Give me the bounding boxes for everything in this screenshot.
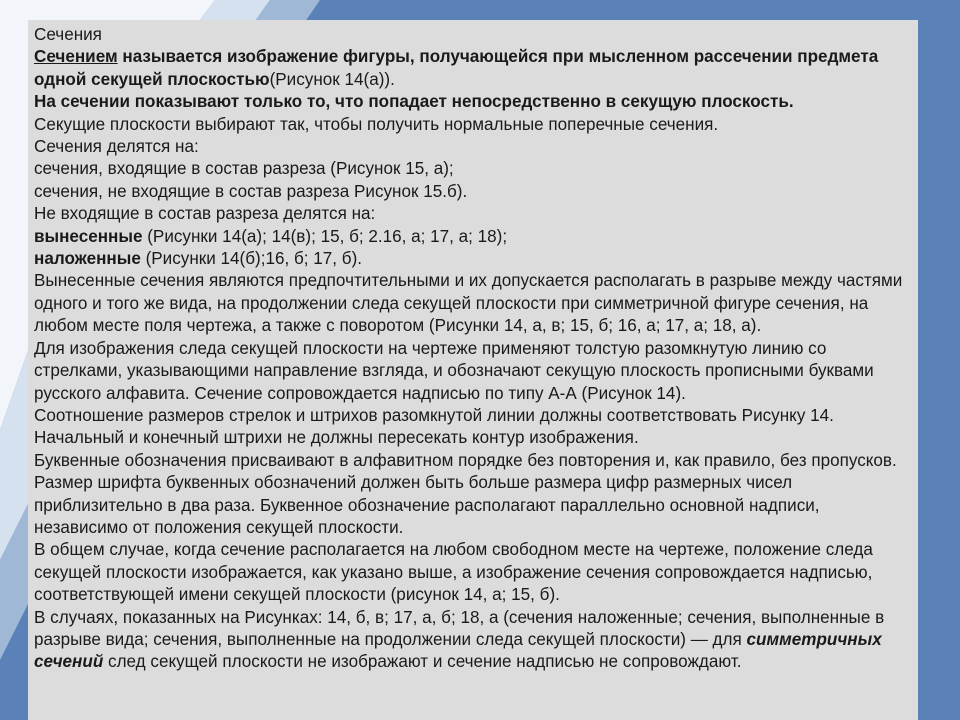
extended-reference: (Рисунки 14(а); 14(в); 15, б; 2.16, а; 17, а; 18); xyxy=(142,226,508,246)
heading: Сечения xyxy=(34,25,102,44)
preferred-paragraph: Вынесенные сечения являются предпочтительными и их допускается располагать в разрыве между частями одного и того же вида, на продолжении следа секущей плоскости при симметричной фигуре сечения, на любом месте поля чертежа, а также с поворотом (Рисунки 14, а, в; 15, б; 16, а; 17, а; 18, а). xyxy=(34,271,903,336)
symmetric-sections-term: симметричных сечений xyxy=(34,629,882,672)
cases-paragraph xyxy=(34,607,912,674)
extended-item xyxy=(34,226,912,248)
definition-term: Сечением xyxy=(34,47,118,67)
superimposed-reference: (Рисунки 14(б);16, б; 17, б). xyxy=(140,249,363,269)
trace-paragraph: Для изображения следа секущей плоскости на чертеже применяют толстую разомкнутую линию со стрелками, указывающими направление взгляда, и обозначают секущую плоскость прописными буквами русского алфавита. Сечение сопровождается надписью по типу А-А (Рисунок 14). xyxy=(34,338,874,403)
cases-text-end: след секущей плоскости не изображают и сечение надписью не сопровождают. xyxy=(103,652,742,672)
planes-paragraph: Секущие плоскости выбирают так, чтобы получить нормальные поперечные сечения. xyxy=(34,114,719,134)
superimposed-term: наложенные xyxy=(34,249,141,269)
bold-rule-line: На сечении показывают только то, что попадает непосредственно в секущую плоскость. xyxy=(34,92,794,112)
slide-text-panel xyxy=(28,20,918,720)
definition-reference: (Рисунок 14(а)). xyxy=(269,69,395,89)
definition-paragraph xyxy=(34,46,912,91)
superimposed-item xyxy=(34,248,912,270)
extended-term: вынесенные xyxy=(34,226,143,246)
ratio-paragraph: Соотношение размеров стрелок и штрихов разомкнутой линии должны соответствовать Рисунку 14. Начальный и конечный штрихи не должны пересекать контур изображения. xyxy=(34,405,834,448)
divided-paragraph: Сечения делятся на: xyxy=(34,137,199,157)
in-section-item: сечения, входящие в состав разреза (Рисунок 15, а); xyxy=(34,159,454,179)
definition-text: называется изображение фигуры, получающейся при мысленном рассечении предмета одной секущей плоскостью xyxy=(34,47,879,89)
cases-text-start: В случаях, показанных на Рисунках: 14, б, в; 17, а, б; 18, а (сечения наложенные; сечения, выполненные в разрыве вида; сечения, выполненные на продолжении следа секущей плоскости) — для xyxy=(34,607,885,649)
not-in-divided-paragraph: Не входящие в состав разреза делятся на: xyxy=(34,204,376,224)
general-case-paragraph: В общем случае, когда сечение располагается на любом свободном месте на чертеже, положение следа секущей плоскости изображается, как указано выше, а изображение сечения сопровождается надписью, соответствующей имени секущей плоскости (рисунок 14, а; 15, б). xyxy=(34,540,873,605)
letters-paragraph: Буквенные обозначения присваивают в алфавитном порядке без повторения и, как правило, без пропусков. Размер шрифта буквенных обозначений должен быть больше размера цифр размерных чисел приблизительно в два раза. Буквенное обозначение располагают параллельно основной надписи, независимо от положения секущей плоскости. xyxy=(34,450,897,537)
not-in-section-item: сечения, не входящие в состав разреза Рисунок 15.б). xyxy=(34,181,468,201)
